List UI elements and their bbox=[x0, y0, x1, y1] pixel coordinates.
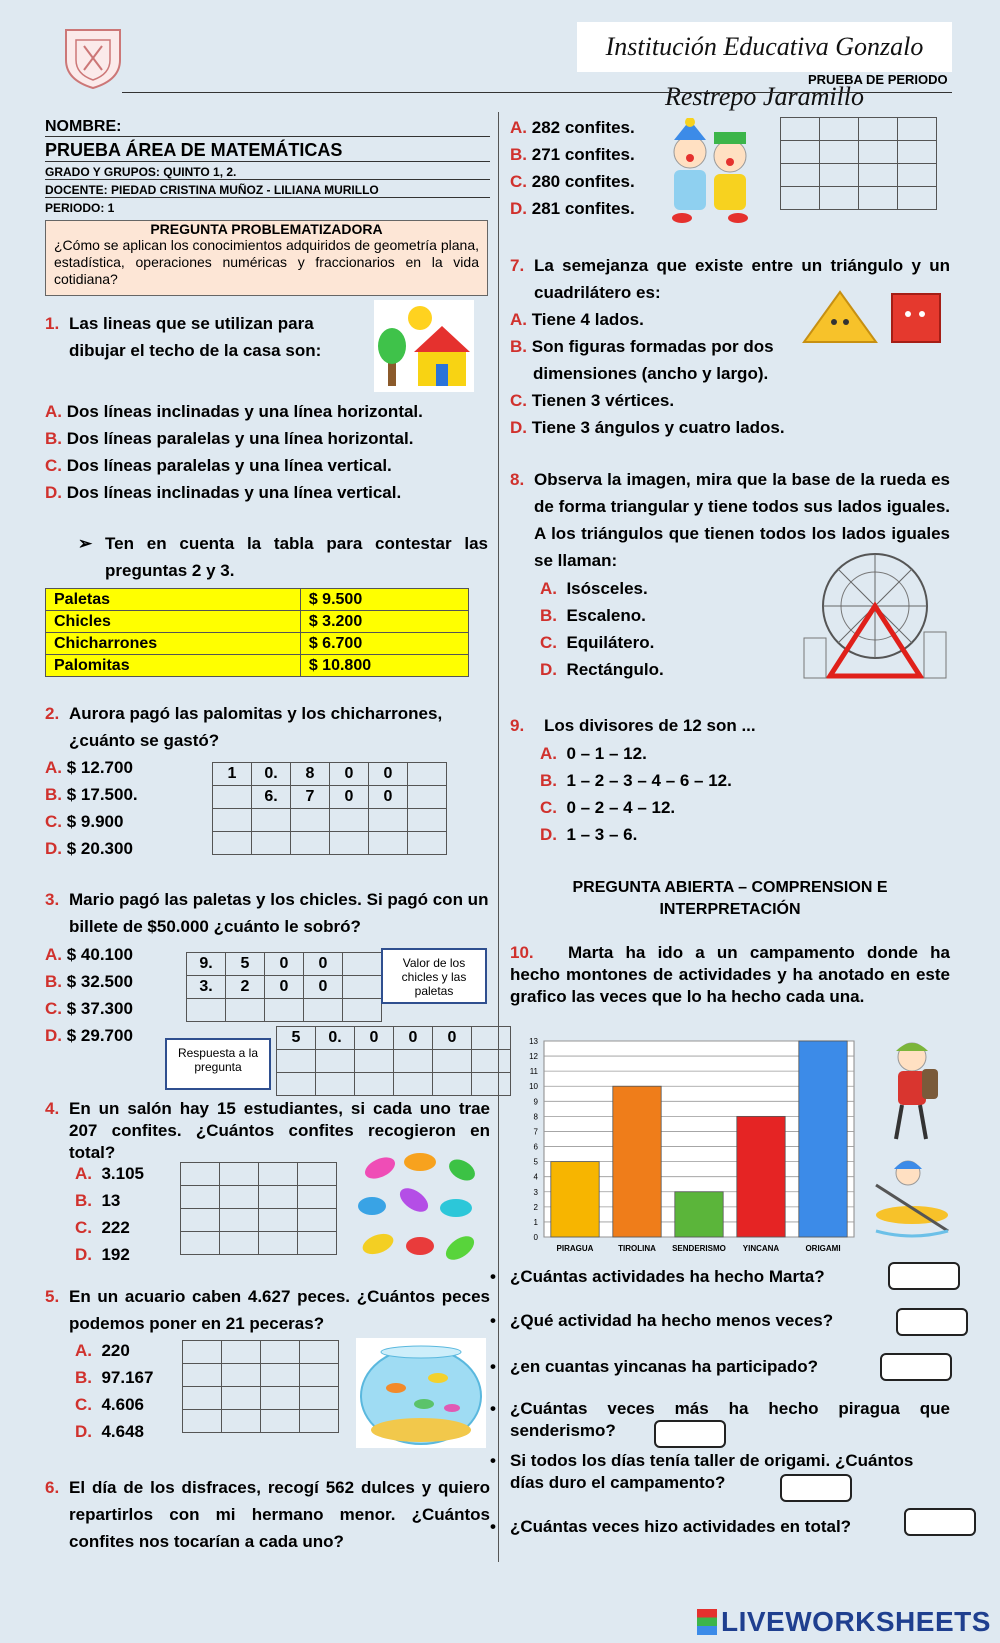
shapes-illustration bbox=[800, 288, 945, 346]
q4: 4. En un salón hay 15 estudiantes, si cada uno trae 207 confites. ¿Cuántos confites recogieron en total? bbox=[45, 1099, 490, 1162]
q7-option-b[interactable]: B. Son figuras formadas por dos dimensiones (ancho y largo). bbox=[510, 337, 774, 383]
q10-question-4: • ¿Cuántas veces más ha hecho piragua que senderismo? bbox=[510, 1398, 950, 1442]
q8-option-a[interactable]: A. Isósceles. bbox=[540, 579, 648, 598]
q5-options bbox=[75, 1337, 185, 1445]
q3-text: Mario pagó las paletas y los chicles. Si pagó con un billete de $50.000 ¿cuánto le sobró? bbox=[69, 890, 489, 936]
school-crest-logo bbox=[58, 24, 128, 90]
campers-illustration bbox=[872, 1035, 952, 1245]
problematizadora-text: ¿Cómo se aplican los conocimientos adquiridos de geometría plana, estadística, operaciones numéricas y fraccionarios en la vida cotidiana? bbox=[54, 237, 479, 287]
y-tick-label: 10 bbox=[529, 1082, 538, 1092]
q10-question-2: • ¿Qué actividad ha hecho menos veces? bbox=[510, 1310, 950, 1332]
problematizadora-title: PREGUNTA PROBLEMATIZADORA bbox=[150, 221, 383, 237]
q9-text: Los divisores de 12 son ... bbox=[544, 716, 756, 735]
bar-origami bbox=[799, 1041, 847, 1237]
test-title: PRUEBA ÁREA DE MATEMÁTICAS bbox=[45, 140, 490, 162]
q4-option-a[interactable]: A. 3.105 bbox=[75, 1164, 144, 1183]
brand-name: LIVEWORKSHEETS bbox=[721, 1606, 991, 1637]
clowns-illustration bbox=[660, 118, 760, 228]
q3-work-grid-2[interactable]: 5 0. 0 0 0 bbox=[276, 1026, 511, 1096]
abierta-title: PREGUNTA ABIERTA – COMPRENSION E INTERPRETACIÓN bbox=[572, 879, 888, 918]
q3-option-a[interactable]: A. $ 40.100 bbox=[45, 945, 133, 964]
q9-option-b[interactable]: B. 1 – 2 – 3 – 4 – 6 – 12. bbox=[540, 771, 732, 790]
q8: 8. Observa la imagen, mira que la base de la rueda es de forma triangular y tiene todos sus lados iguales. A los triángulos que tienen todos los lados iguales se llaman: bbox=[510, 466, 950, 574]
q8-option-d[interactable]: D. Rectángulo. bbox=[540, 660, 664, 679]
q5-text: En un acuario caben 4.627 peces. ¿Cuántos peces podemos poner en 21 peceras? bbox=[69, 1287, 490, 1333]
q1-option-a[interactable]: A. Dos líneas inclinadas y una línea horizontal. bbox=[45, 402, 423, 421]
bar-tirolina bbox=[613, 1086, 661, 1237]
q8-options bbox=[540, 575, 700, 683]
q3-options bbox=[45, 941, 195, 1049]
q1-options bbox=[45, 398, 485, 506]
y-tick-label: 0 bbox=[533, 1233, 538, 1242]
y-tick-label: 2 bbox=[533, 1202, 538, 1212]
y-tick-label: 12 bbox=[529, 1052, 538, 1062]
q6: 6. El día de los disfraces, recogí 562 dulces y quiero repartirlos con mi hermano menor. ¿Cuántos confites nos tocarían a cada uno? bbox=[45, 1474, 490, 1555]
q7-text: La semejanza que existe entre un triángulo y un cuadrilátero es: bbox=[534, 256, 950, 302]
activities-chart bbox=[520, 1035, 865, 1265]
q2-option-a[interactable]: A. $ 12.700 bbox=[45, 758, 133, 777]
candies-illustration bbox=[350, 1148, 485, 1273]
table-row: Chicles $ 3.200 bbox=[46, 611, 469, 633]
q9-option-d[interactable]: D. 1 – 3 – 6. bbox=[540, 825, 638, 844]
q3: 3. Mario pagó las paletas y los chicles. Si pagó con un billete de $50.000 ¿cuánto le sobró? bbox=[45, 886, 490, 940]
q5-option-d[interactable]: D. 4.648 bbox=[75, 1422, 144, 1441]
q1-option-c[interactable]: C. Dos líneas paralelas y una línea vertical. bbox=[45, 456, 392, 475]
q6-option-d[interactable]: D. 281 confites. bbox=[510, 199, 635, 218]
answer-box-4[interactable] bbox=[654, 1420, 726, 1448]
bar-piragua bbox=[551, 1162, 599, 1237]
arrow-bullet-icon: ➢ bbox=[78, 534, 93, 553]
note-respuesta-box: Respuesta a la pregunta bbox=[165, 1038, 271, 1090]
bar-yincana bbox=[737, 1116, 785, 1237]
q9-option-a[interactable]: A. 0 – 1 – 12. bbox=[540, 744, 647, 763]
table-row: Chicharrones $ 6.700 bbox=[46, 633, 469, 655]
q1: 1. Las lineas que se utilizan para dibujar el techo de la casa son: bbox=[45, 310, 365, 364]
q5-option-a[interactable]: A. 220 bbox=[75, 1341, 130, 1360]
q3-work-grid-1[interactable]: 9. 5 0 0 3. 2 0 0 bbox=[186, 952, 382, 1022]
q8-option-c[interactable]: C. Equilátero. bbox=[540, 633, 655, 652]
q4-work-grid[interactable] bbox=[180, 1162, 337, 1255]
q5-option-c[interactable]: C. 4.606 bbox=[75, 1395, 144, 1414]
ferris-wheel-illustration bbox=[800, 548, 950, 683]
table-row: Paletas $ 9.500 bbox=[46, 589, 469, 611]
q2-options bbox=[45, 754, 195, 862]
q5-work-grid[interactable] bbox=[182, 1340, 339, 1433]
q8-option-b[interactable]: B. Escaleno. bbox=[540, 606, 646, 625]
q6-options bbox=[510, 114, 650, 222]
q3-option-c[interactable]: C. $ 37.300 bbox=[45, 999, 133, 1018]
q5-option-b[interactable]: B. 97.167 bbox=[75, 1368, 154, 1387]
y-tick-label: 3 bbox=[533, 1187, 538, 1197]
q1-option-b[interactable]: B. Dos líneas paralelas y una línea horizontal. bbox=[45, 429, 414, 448]
q4-text: En un salón hay 15 estudiantes, si cada uno trae 207 confites. ¿Cuántos confites recogieron en total? bbox=[69, 1099, 490, 1162]
q7-option-a[interactable]: A. Tiene 4 lados. bbox=[510, 310, 644, 329]
q4-options bbox=[75, 1160, 175, 1268]
answer-box-2[interactable] bbox=[896, 1308, 968, 1336]
q4-option-d[interactable]: D. 192 bbox=[75, 1245, 130, 1264]
q1-text: Las lineas que se utilizan para dibujar el techo de la casa son: bbox=[69, 314, 322, 360]
q2-option-b[interactable]: B. $ 17.500. bbox=[45, 785, 138, 804]
q10-question-3: • ¿en cuantas yincanas ha participado? bbox=[510, 1356, 950, 1378]
q10-question-5: • Si todos los días tenía taller de origami. ¿Cuántos días duro el campamento? bbox=[510, 1450, 950, 1494]
q3-option-b[interactable]: B. $ 32.500 bbox=[45, 972, 133, 991]
answer-box-5[interactable] bbox=[780, 1474, 852, 1502]
q6-text: El día de los disfraces, recogí 562 dulces y quiero repartirlos con mi hermano menor. ¿Cuántos confites nos tocarían a cada uno? bbox=[69, 1478, 490, 1551]
q2-option-d[interactable]: D. $ 20.300 bbox=[45, 839, 133, 858]
q6-option-a[interactable]: A. 282 confites. bbox=[510, 118, 635, 137]
y-tick-label: 8 bbox=[533, 1112, 538, 1122]
liveworksheets-footer bbox=[697, 1606, 991, 1638]
q2-text: Aurora pagó las palomitas y los chicharrones, ¿cuánto se gastó? bbox=[69, 704, 443, 750]
x-tick-label: YINCANA bbox=[742, 1244, 780, 1253]
grado-line: GRADO Y GRUPOS: QUINTO 1, 2. bbox=[45, 165, 490, 180]
answer-box-6[interactable] bbox=[904, 1508, 976, 1536]
house-illustration bbox=[374, 300, 474, 392]
header-divider bbox=[122, 92, 952, 93]
q9-option-c[interactable]: C. 0 – 2 – 4 – 12. bbox=[540, 798, 676, 817]
q6-option-b[interactable]: B. 271 confites. bbox=[510, 145, 635, 164]
q5: 5. En un acuario caben 4.627 peces. ¿Cuántos peces podemos poner en 21 peceras? bbox=[45, 1283, 490, 1337]
q7: 7. La semejanza que existe entre un triángulo y un cuadrilátero es: bbox=[510, 252, 950, 306]
q7-option-d[interactable]: D. Tiene 3 ángulos y cuatro lados. bbox=[510, 418, 785, 437]
table-row: Palomitas $ 10.800 bbox=[46, 655, 469, 677]
q10: 10. Marta ha ido a un campamento donde ha hecho montones de actividades y ha anotado en este grafico las veces que lo ha hecho cada una. bbox=[510, 943, 950, 1006]
q7-option-c[interactable]: C. Tienen 3 vértices. bbox=[510, 391, 675, 410]
bar-chart-svg bbox=[520, 1035, 865, 1265]
y-tick-label: 9 bbox=[533, 1097, 538, 1107]
q4-option-c[interactable]: C. 222 bbox=[75, 1218, 130, 1237]
q6-work-grid[interactable] bbox=[780, 117, 937, 210]
tabla-note: ➢ Ten en cuenta la tabla para contestar las preguntas 2 y 3. bbox=[78, 530, 488, 584]
liveworksheets-logo-icon bbox=[697, 1609, 717, 1635]
price-table bbox=[45, 588, 469, 677]
y-tick-label: 6 bbox=[533, 1142, 538, 1152]
q2-work-grid[interactable]: 1 0. 8 0 0 6. 7 0 0 bbox=[212, 762, 447, 855]
q10-question-6: • ¿Cuántas veces hizo actividades en total? bbox=[510, 1516, 950, 1538]
periodo-line: PERIODO: 1 bbox=[45, 201, 115, 215]
y-tick-label: 1 bbox=[533, 1217, 538, 1227]
q10-question-1: • ¿Cuántas actividades ha hecho Marta? bbox=[510, 1266, 950, 1288]
q8-text: Observa la imagen, mira que la base de la rueda es de forma triangular y tiene todos sus lados iguales. A los triángulos que tienen todos los lados iguales se llaman: bbox=[534, 470, 950, 570]
note-valor-box: Valor de los chicles y las paletas bbox=[381, 948, 487, 1004]
test-type-label: PRUEBA DE PERIODO bbox=[808, 72, 948, 87]
q2-option-c[interactable]: C. $ 9.900 bbox=[45, 812, 124, 831]
nombre-field: NOMBRE: bbox=[45, 118, 490, 137]
q7-options bbox=[510, 306, 800, 441]
problematizadora-box bbox=[45, 220, 488, 296]
fishbowl-illustration bbox=[356, 1338, 486, 1448]
answer-box-3[interactable] bbox=[880, 1353, 952, 1381]
x-tick-label: PIRAGUA bbox=[556, 1244, 594, 1253]
q6-option-c[interactable]: C. 280 confites. bbox=[510, 172, 635, 191]
x-tick-label: ORIGAMI bbox=[805, 1244, 841, 1253]
y-tick-label: 13 bbox=[529, 1037, 538, 1046]
x-tick-label: SENDERISMO bbox=[672, 1244, 726, 1253]
docente-line: DOCENTE: PIEDAD CRISTINA MUÑOZ - LILIANA MURILLO bbox=[45, 183, 490, 198]
x-tick-label: TIROLINA bbox=[618, 1244, 656, 1253]
bar-senderismo bbox=[675, 1192, 723, 1237]
q3-option-d[interactable]: D. $ 29.700 bbox=[45, 1026, 133, 1045]
y-tick-label: 11 bbox=[529, 1067, 538, 1077]
q9-options bbox=[540, 740, 840, 848]
q1-option-d[interactable]: D. Dos líneas inclinadas y una línea vertical. bbox=[45, 483, 402, 502]
y-tick-label: 4 bbox=[533, 1172, 538, 1182]
y-tick-label: 5 bbox=[533, 1157, 538, 1167]
q4-option-b[interactable]: B. 13 bbox=[75, 1191, 121, 1210]
q9: 9. Los divisores de 12 son ... bbox=[510, 712, 950, 739]
column-divider bbox=[498, 112, 499, 1562]
q10-text: Marta ha ido a un campamento donde ha hecho montones de actividades y ha anotado en este grafico las veces que lo ha hecho cada una. bbox=[510, 943, 950, 1006]
answer-box-1[interactable] bbox=[888, 1262, 960, 1290]
y-tick-label: 7 bbox=[533, 1127, 538, 1137]
q2: 2. Aurora pagó las palomitas y los chicharrones, ¿cuánto se gastó? bbox=[45, 700, 485, 754]
institution-name: Institución Educativa Gonzalo Restrepo Jaramillo bbox=[577, 22, 952, 72]
